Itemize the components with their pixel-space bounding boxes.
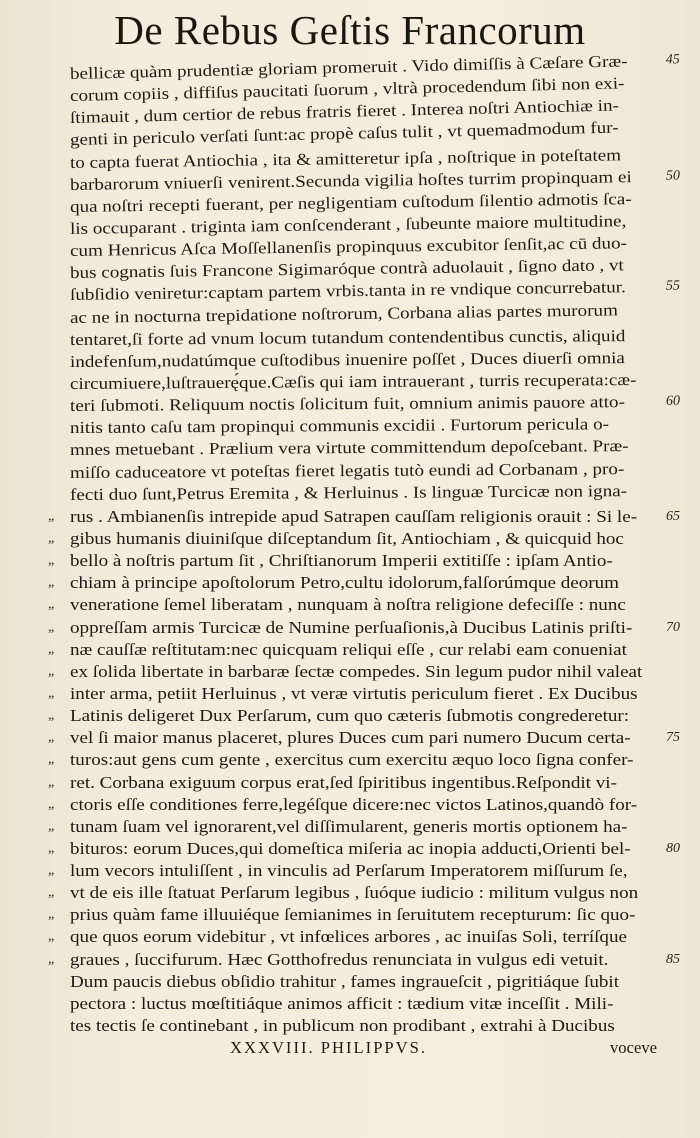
quotation-mark: „: [48, 863, 55, 879]
line-number: 60: [665, 393, 681, 409]
quotation-mark: „: [48, 575, 55, 591]
line-text: oppreſſam armis Turcicæ de Numine perſuaſionis,à Ducibus Latinis priſti-: [70, 617, 633, 637]
quotation-mark: „: [48, 885, 55, 901]
line-text: circumiuere,luſtrauerę́que.Cæſis qui iam intrauerant , turris recuperata:cæ-: [69, 370, 637, 393]
line-text: chiam à principe apoſtolorum Petro,cultu idolorum,falſorúmque deorum: [70, 573, 620, 593]
quotation-mark: „: [48, 530, 55, 546]
line-text: tes tectis ſe continebant , in publicum non prodibant , extrahi à Ducibus: [70, 1016, 615, 1036]
line-text: vt de eis ille ſtatuat Perſarum legibus , ſuóque iudicio : militum vulgus non: [70, 883, 639, 903]
quotation-mark: „: [48, 619, 55, 635]
quotation-mark: „: [48, 796, 55, 812]
line-text: qua noſtri recepti fuerant, per negligentiam cuſtodum ſilentio admotis ſca-: [69, 189, 632, 216]
line-text: Latinis deligeret Dux Perſarum, cum quo cæteris ſubmotis congrederetur:: [70, 706, 630, 726]
text-line: [48, 816, 670, 838]
quotation-mark: „: [48, 708, 55, 724]
line-number: 70: [666, 619, 680, 635]
line-text: ctoris eſſe conditiones ferre,legéſque dicere:nec victos Latinos,quandò for-: [70, 794, 638, 814]
quotation-mark: „: [48, 508, 55, 524]
line-text: gibus humanis diuiniſque diſceptandum ſit, Antiochiam , & quicquid hoc: [70, 528, 624, 548]
text-line: [48, 661, 670, 683]
quotation-mark: „: [48, 840, 55, 856]
line-text: nitis tanto caſu tam propinqui communis excidii . Furtorum pericula o-: [69, 414, 610, 438]
line-text: inter arma, petiit Herluinus , vt veræ virtutis periculum fieret . Ex Ducibus: [70, 683, 638, 703]
line-text: lis occuparant . triginta iam conſcenderant , ſubeunte maiore multitudine,: [69, 211, 627, 238]
line-number: 65: [666, 508, 680, 524]
line-text: ret. Corbana exiguum corpus erat,ſed ſpiritibus ingentibus.Reſpondit vi-: [70, 772, 617, 792]
line-text: teri ſubmoti. Reliquum noctis ſolicitum fuit, omnium animis pauore atto-: [69, 392, 625, 416]
line-text: ac ne in nocturna trepidatione noſtrorum, Corbana alias partes murorum: [69, 299, 619, 327]
quotation-mark: „: [48, 929, 55, 945]
line-text: graues , ſuccifurum. Hæc Gotthofredus renunciata in vulgus edi vetuit.: [70, 949, 609, 969]
quotation-mark: „: [48, 951, 55, 967]
line-number: 75: [666, 730, 680, 746]
line-text: miſſo caduceatore vt poteſtas fieret legatis tutò eundi ad Corbanam , pro-: [69, 458, 625, 482]
line-text: Dum paucis diebus obſidio trahitur , fames ingraueſcit , pigritiáque ſubit: [70, 971, 620, 991]
line-number: 55: [665, 278, 681, 295]
line-text: veneratione ſemel liberatam , nunquam à noſtra religione defeciſſe : nunc: [70, 595, 626, 615]
quotation-mark: „: [48, 553, 55, 569]
main-text-block: [48, 51, 681, 1059]
line-text: ex ſolida libertate in barbaræ ſectæ compedes. Sin legum pudor nihil valeat: [70, 661, 643, 681]
text-line: [48, 639, 670, 661]
text-line: [48, 594, 670, 616]
text-line: [48, 528, 670, 550]
text-line: [48, 506, 680, 528]
text-line: [48, 705, 670, 727]
line-text: rus . Ambianenſis intrepide apud Satrapen cauſſam religionis orauit : Si le-: [70, 506, 638, 526]
running-head-title: De Rebus Geſtis Francorum: [114, 7, 586, 53]
text-line: [48, 772, 670, 794]
text-line: [70, 971, 670, 993]
text-line: [48, 572, 670, 594]
quotation-mark: „: [48, 685, 55, 701]
quotation-mark: „: [48, 597, 55, 613]
line-text: næ cauſſæ reſtitutam:nec quicquam reliqui eſſe , cur relabi eam conueniat: [70, 639, 627, 659]
quotation-mark: „: [48, 752, 55, 768]
text-line: [48, 550, 670, 572]
line-text: barbarorum vniuerſi venirent.Secunda vigilia hoſtes turrim propinquam ei: [69, 166, 632, 194]
text-line: [48, 949, 680, 971]
line-text: ſubſidio veniretur:captam partem vrbis.tanta in re vndique concurrebatur.: [69, 277, 626, 305]
line-text: ſtimauit , dum certior de rebus fratris fieret . Interea noſtri Antiochiæ in-: [69, 95, 620, 128]
line-text: turos:aut gens cum gente , exercitus cum exercitu æquo loco ſigna confer-: [70, 750, 634, 770]
line-text: tentaret,ſi forte ad vnum locum tutandum contendentibus cunctis, aliquid: [69, 325, 626, 349]
line-number: 80: [666, 840, 680, 856]
line-text: lum vecors intuliſſent , in vinculis ad Perſarum Imperatorem miſſurum ſe,: [70, 861, 628, 881]
line-number: 45: [665, 52, 681, 68]
line-text: indefenſum,nudatúmque cuſtodibus inuenire poſſet , Duces diuerſi omnia: [69, 347, 625, 371]
line-text: cum Henricus Aſca Moſſellanenſis propinquus excubitor ſenſit,ac cū duo-: [69, 233, 628, 261]
line-text: bellicæ quàm prudentiæ gloriam promeruit . Vido dimiſſis à Cæſare Græ-: [69, 51, 628, 83]
text-line: [48, 617, 680, 639]
line-text: fecti duo ſunt,Petrus Eremita , & Herluinus . Is linguæ Turcicæ non igna-: [69, 480, 628, 504]
quotation-mark: „: [48, 907, 55, 923]
line-text: vel ſi maior manus placeret, plures Duces cum pari numero Ducum certa-: [70, 728, 631, 748]
text-line: [48, 683, 670, 705]
line-text: prius quàm fame illuuiéque ſemianimes in ſeruitutem recepturum: ſic quo-: [70, 905, 636, 925]
text-line: [48, 860, 670, 882]
line-text: pectora : luctus mœſtitiáque animos afficit : tædium vitæ inceſſit . Mili-: [70, 993, 614, 1013]
line-text: genti in periculo verſati ſunt:ac propè caſus tulit , vt quemadmodum fur-: [69, 117, 619, 150]
text-line: [70, 993, 670, 1015]
text-line: [48, 926, 670, 948]
catchword: voceve: [610, 1038, 657, 1058]
text-line: [48, 838, 680, 860]
quotation-mark: „: [48, 641, 55, 657]
text-line: [48, 904, 670, 926]
text-line: [48, 749, 670, 771]
text-line: [48, 882, 670, 904]
line-text: bello à noſtris partum ſit , Chriſtianorum Imperii extitiſſe : ipſam Antio-: [70, 551, 613, 571]
text-line: [48, 794, 670, 816]
quotation-mark: „: [48, 818, 55, 834]
text-line: [70, 479, 670, 505]
line-text: to capta fuerat Antiochia , ita & amitteretur ipſa , noſtrique in poteſtatem: [69, 144, 622, 172]
line-text: bus cognatis ſuis Francone Sigimaróque contrà aduolauit , ſigno dato , vt: [69, 255, 624, 283]
signature-mark: XXXVIII. PHILIPPVS.: [230, 1038, 428, 1058]
line-number: 50: [665, 168, 681, 184]
text-line: [70, 1015, 670, 1037]
quotation-mark: „: [48, 774, 55, 790]
line-text: bituros: eorum Duces,qui domeſtica miſeria ac inopia adducti,Orienti bel-: [70, 838, 631, 858]
quotation-mark: „: [48, 663, 55, 679]
line-text: que quos eorum videbitur , vt infœlices arbores , ac inuiſas Soli, terríſque: [70, 927, 627, 947]
page-footer: [70, 1037, 670, 1059]
line-number: 85: [666, 951, 680, 967]
line-text: tunam ſuam vel ignorarent,vel diſſimularent, generis mortis optionem ha-: [70, 816, 628, 836]
line-text: corum copiis , diffiſus paucitati ſuorum , vltrà procedendum ſibi non exi-: [69, 73, 625, 106]
text-line: [48, 727, 680, 749]
line-text: mnes metuebant . Prælium vera virtute committendum depoſcebant. Præ-: [69, 436, 629, 460]
quotation-mark: „: [48, 730, 55, 746]
